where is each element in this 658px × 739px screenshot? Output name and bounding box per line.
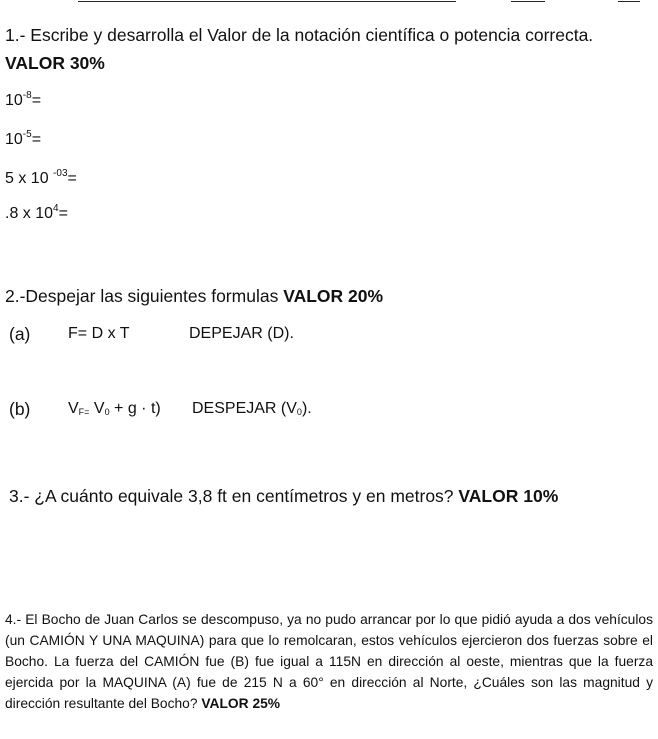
question-2-heading <box>5 286 383 307</box>
q1-item-1: $10^{-8}=$ <box>5 90 42 109</box>
top-rule-group <box>511 1 545 2</box>
question-3 <box>9 486 558 507</box>
question-1-value: VALOR 30% <box>5 53 105 73</box>
q1-item-3: 5 x 10 $^{-03}$= <box>5 168 77 187</box>
q2-b-instruction: DESPEJAR $(V_0)$. <box>192 400 312 417</box>
question-4-value: VALOR 25% <box>201 696 281 711</box>
q2-a-instruction: DEPEJAR (D). <box>189 325 294 342</box>
top-rule-grade <box>618 1 640 2</box>
top-rule-name <box>78 1 456 2</box>
q2-b-label: (b) <box>9 399 31 419</box>
question-2-text: 2.-Despejar las siguientes formulas <box>5 286 279 306</box>
q1-item-4: .8 x $10^4=$ <box>5 203 68 222</box>
question-3-value: VALOR 10% <box>458 486 559 506</box>
question-3-text: 3.- ¿A cuánto equivale 3,8 ft en centímetros y en metros? <box>9 486 454 506</box>
question-4 <box>5 609 653 714</box>
q1-item-2: $10^{-5}=$ <box>5 129 42 148</box>
question-4-text: 4.- El Bocho de Juan Carlos se descompuso, ya no pudo arrancar por lo que pidió ayuda a dos vehículos (un CAMIÓN Y UNA MAQUINA) para que lo remolcaran, estos vehículos ejercieron dos fuerzas sobre el Bocho. La fuerza del CAMIÓN fue (B) fue igual a 115N en dirección al oeste, mientras que la fuerza ejercida por la MAQUINA (A) fue de 215 N a 60° en dirección al Norte, ¿Cuáles son las magnitud y dirección resultante del Bocho? <box>5 612 653 711</box>
question-1-heading <box>5 25 593 46</box>
q2-a-label: (a) <box>9 324 31 344</box>
q2-a-formula: F= D x T <box>68 325 130 342</box>
question-2-value: VALOR 20% <box>283 286 384 306</box>
question-1-text: 1.- Escribe y desarrolla el Valor de la notación científica o potencia correcta. <box>5 25 594 45</box>
q2-b-formula: $V_{F=}$ $V_0 + g \cdot t$) <box>68 400 161 417</box>
